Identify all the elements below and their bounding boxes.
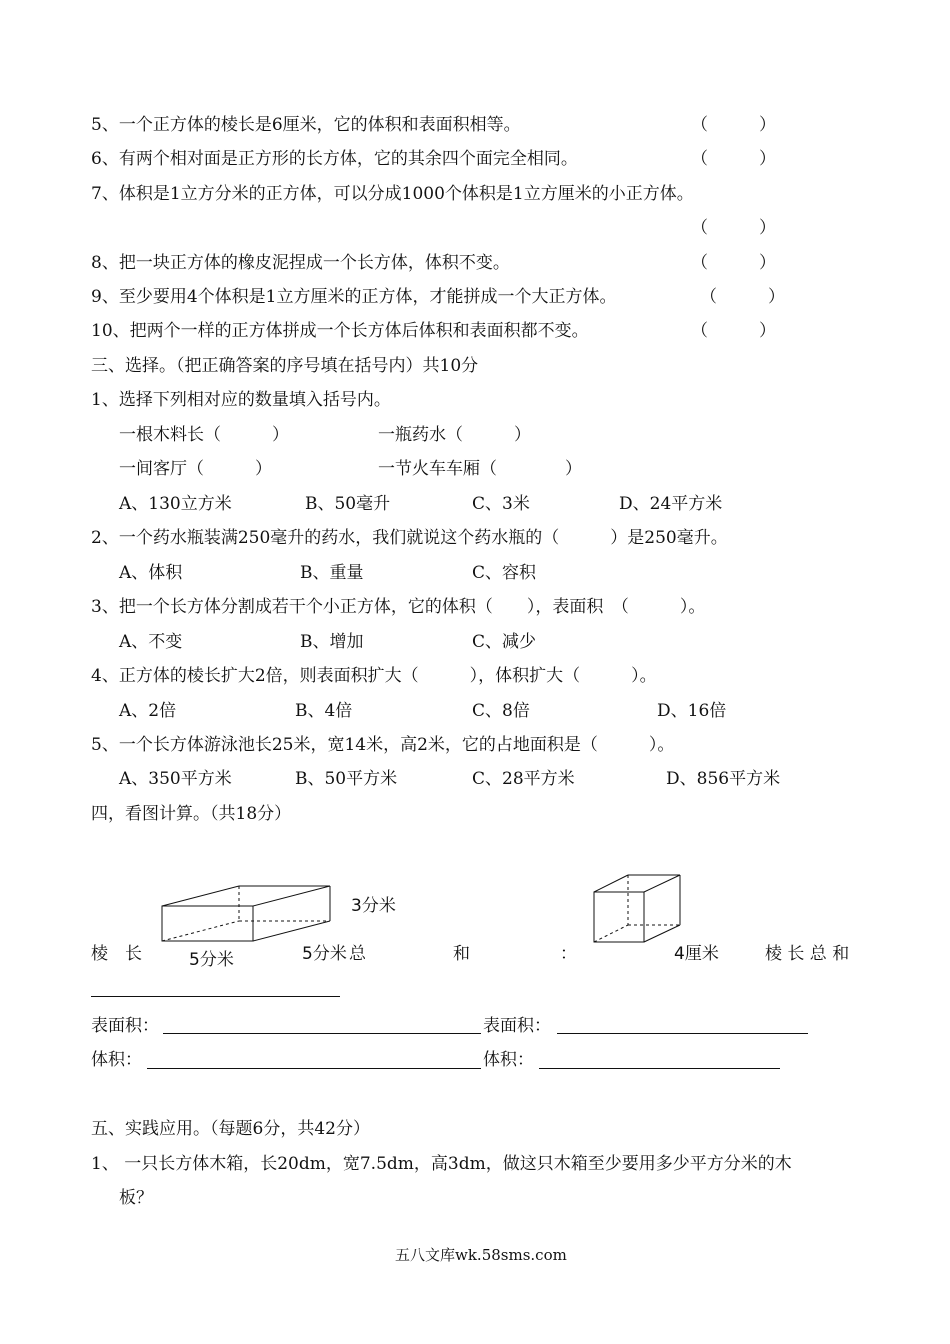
answer-paren[interactable]: （ ） <box>691 321 776 341</box>
q1-text: 1、选择下列相对应的数量填入括号内。 <box>91 390 391 410</box>
edge-sum-label-cont: 总 <box>349 944 366 964</box>
q1-item-medicine[interactable]: 一瓶药水（ ） <box>378 425 531 445</box>
q1-option-b: B、50毫升 <box>305 494 391 514</box>
q5-option-a: A、350平方米 <box>119 769 232 789</box>
q4-option-c: C、8倍 <box>472 701 530 721</box>
answer-paren[interactable]: （ ） <box>691 149 776 169</box>
answer-paren[interactable]: （ ） <box>691 218 776 238</box>
q5-option-d: D、856平方米 <box>666 769 781 789</box>
cube-figure <box>593 874 685 944</box>
s5-q1-line2: 板？ <box>119 1188 153 1208</box>
q1-item-wood[interactable]: 一根木料长（ ） <box>119 425 289 445</box>
footer-watermark: 五八文库wk.58sms.com <box>395 1246 567 1264</box>
s5-q1-line1: 1、 一只长方体木箱，长20dm，宽7.5dm，高3dm，做这只木箱至少要用多少平方分米的木 <box>91 1154 792 1174</box>
q4-option-d: D、16倍 <box>657 701 727 721</box>
q3-option-b: B、增加 <box>300 632 364 652</box>
cube-edge-label: 4厘米 <box>674 944 719 964</box>
surface-area-label-left: 表面积： <box>91 1016 159 1036</box>
surface-area-answer-right[interactable] <box>557 1033 808 1034</box>
cuboid-width-label: 5分米 <box>302 944 347 964</box>
q2-option-c: C、容积 <box>472 563 537 583</box>
tf-item-9: 9、至少要用4个体积是1立方厘米的正方体，才能拼成一个大正方体。 <box>91 287 617 307</box>
answer-paren[interactable]: （ ） <box>691 253 776 273</box>
q4-option-b: B、4倍 <box>295 701 353 721</box>
q1-item-traincar[interactable]: 一节火车车厢（ ） <box>378 459 582 479</box>
cuboid-height-label: 3分米 <box>351 896 396 916</box>
surface-area-label-right: 表面积： <box>483 1016 551 1036</box>
q5-text: 5、一个长方体游泳池长25米，宽14米，高2米，它的占地面积是（ ）。 <box>91 735 675 755</box>
q3-option-c: C、减少 <box>472 632 537 652</box>
q1-option-d: D、24平方米 <box>619 494 723 514</box>
tf-item-7: 7、体积是1立方分米的正方体，可以分成1000个体积是1立方厘米的小正方体。 <box>91 184 694 204</box>
section3-title: 三、选择。（把正确答案的序号填在括号内）共10分 <box>91 356 479 376</box>
q2-option-a: A、体积 <box>119 563 183 583</box>
q1-option-c: C、3米 <box>472 494 530 514</box>
volume-answer-left[interactable] <box>147 1068 481 1069</box>
edge-sum-label-right: 棱 长 总 和 <box>765 944 850 964</box>
edge-sum-answer-line[interactable] <box>91 996 340 997</box>
q4-option-a: A、2倍 <box>119 701 177 721</box>
cuboid-figure <box>160 884 335 944</box>
volume-answer-right[interactable] <box>539 1068 780 1069</box>
edge-sum-colon: ： <box>560 944 577 964</box>
section5-title: 五、实践应用。（每题6分，共42分） <box>91 1119 370 1139</box>
edge-sum-label-and: 和 <box>453 944 470 964</box>
answer-paren[interactable]: （ ） <box>700 287 785 307</box>
tf-item-8: 8、把一块正方体的橡皮泥捏成一个长方体，体积不变。 <box>91 253 510 273</box>
answer-paren[interactable]: （ ） <box>691 115 776 135</box>
tf-item-6: 6、有两个相对面是正方形的长方体，它的其余四个面完全相同。 <box>91 149 578 169</box>
edge-sum-label: 棱 长 <box>91 944 142 964</box>
q4-text: 4、正方体的棱长扩大2倍，则表面积扩大（ ），体积扩大（ ）。 <box>91 666 657 686</box>
q1-item-livingroom[interactable]: 一间客厅（ ） <box>119 459 272 479</box>
cuboid-length-label: 5分米 <box>189 950 234 970</box>
section4-title: 四，看图计算。（共18分） <box>91 804 292 824</box>
tf-item-10: 10、把两个一样的正方体拼成一个长方体后体积和表面积都不变。 <box>91 321 589 341</box>
tf-item-5: 5、一个正方体的棱长是6厘米，它的体积和表面积相等。 <box>91 115 521 135</box>
volume-label-left: 体积： <box>91 1050 142 1070</box>
q1-option-a: A、130立方米 <box>119 494 232 514</box>
surface-area-answer-left[interactable] <box>163 1033 481 1034</box>
q2-option-b: B、重量 <box>300 563 364 583</box>
q3-option-a: A、不变 <box>119 632 183 652</box>
q3-text: 3、把一个长方体分割成若干个小正方体，它的体积（ ），表面积 （ ）。 <box>91 597 706 617</box>
q5-option-b: B、50平方米 <box>295 769 398 789</box>
q5-option-c: C、28平方米 <box>472 769 575 789</box>
volume-label-right: 体积： <box>483 1050 534 1070</box>
q2-text: 2、一个药水瓶装满250毫升的药水，我们就说这个药水瓶的（ ）是250毫升。 <box>91 528 728 548</box>
